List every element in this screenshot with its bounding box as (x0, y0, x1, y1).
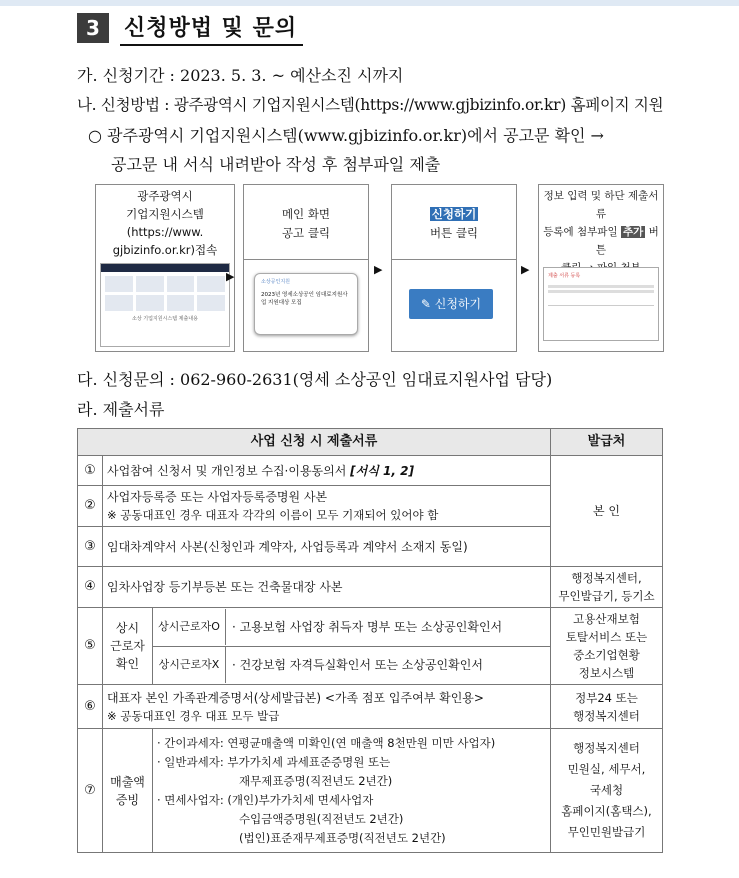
step1-line4: gjbizinfo.or.kr)접속 (112, 243, 218, 257)
issuer-line: 토탈서비스 또는 (565, 630, 648, 644)
worker-no-label: 상시근로자X (153, 647, 226, 683)
row-text: 사업참여 신청서 및 개인정보 수집·이용동의서 (107, 463, 347, 478)
row-label: 증빙 (115, 792, 140, 807)
thumb2-title: 2023년 영세소상공인 임대료지원사업 지원대상 모집 (261, 292, 348, 306)
table-row (78, 685, 663, 729)
table-row (78, 729, 663, 853)
row-label: 근로자 (110, 639, 145, 653)
worker-no-text: · 건강보험 자격득실확인서 또는 소상공인확인서 (232, 658, 483, 673)
step3-line2: 버튼 클릭 (429, 226, 479, 240)
apply-method: 나. 신청방법 : 광주광역시 기업지원시스템(https://www.gjbizinfo.or.kr) 홈페이지 지원 (77, 96, 664, 114)
issuer-line: 중소기업현황 (573, 648, 640, 662)
form-ref: [서식 1, 2] (350, 463, 414, 478)
row-text: 사업자등록증 또는 사업자등록증명원 사본 (107, 490, 328, 504)
thumb1-footer: 소상 기업지원시스템 제출내용 (132, 316, 198, 322)
flow-step-1 (95, 184, 235, 352)
upload-form-screenshot (543, 267, 659, 341)
issuer-line: 국세청 (589, 783, 624, 797)
issuer-line: 행정복지센터 (573, 741, 640, 755)
step2-line2: 공고 클릭 (281, 226, 331, 240)
row-number: ⑦ (78, 729, 103, 853)
row-text: 임차사업장 등기부등본 또는 건축물대장 사본 (103, 567, 551, 608)
step2-line1: 메인 화면 (281, 207, 331, 221)
flow-step-3 (391, 184, 517, 352)
step1-line2: 기업지원시스템 (126, 207, 204, 221)
row-text: 임대차계약서 사본(신청인과 계약자, 사업등록과 계약서 소재지 동일) (103, 527, 551, 567)
thumb4-head: 제출 서류 등록 (548, 273, 581, 279)
issuer-line: 정보시스템 (578, 666, 635, 680)
section-number: 3 (77, 13, 109, 43)
issuer-line: 무인발급기, 등기소 (558, 589, 655, 603)
header-documents: 사업 신청 시 제출서류 (78, 429, 551, 456)
documents-heading: 라. 제출서류 (77, 400, 165, 419)
row-number: ③ (78, 527, 103, 567)
inquiry-line: 다. 신청문의 : 062-960-2631(영세 소상공인 임대료지원사업 담당) (77, 370, 553, 389)
row-number: ② (78, 486, 103, 527)
section-title: 신청방법 및 문의 (120, 11, 303, 46)
portal-screenshot (100, 263, 230, 347)
sales-line: 재무제표증명(직전년도 2년간) (239, 773, 393, 788)
sales-line: · 간이과세자: 연평균매출액 미확인(연 매출액 8천만원 미만 사업자) (157, 735, 496, 750)
sales-line: (법인)표준재무제표증명(직전년도 2년간) (239, 830, 446, 845)
issuer-line: 홈페이지(홈택스), (561, 804, 652, 818)
edit-icon: ✎ (420, 297, 431, 311)
issuer-line: 정부24 또는 (575, 690, 638, 705)
step4-line2: 등록에 첨부파일 (543, 226, 618, 238)
row-number: ⑥ (78, 685, 103, 729)
top-bar (0, 0, 739, 6)
sales-line: · 면세사업자: (개인)부가가치세 면세사업자 (157, 792, 374, 807)
issuer-line: 고용산재보험 (573, 612, 640, 626)
step4-line2b: 버튼 (595, 226, 659, 256)
step4-line1: 정보 입력 및 하단 제출서류 (543, 190, 659, 220)
row-label: 상시 (115, 621, 140, 635)
worker-yes-text: · 고용보험 사업장 취득자 명부 또는 소상공인확인서 (232, 619, 503, 634)
table-row (78, 456, 663, 486)
notice-card (254, 273, 358, 335)
issuer-line: 행정복지센터, (571, 571, 642, 585)
flow-arrow-2: ▶ (374, 263, 383, 276)
issuer-line: 무인민원발급기 (567, 825, 646, 839)
bullet-line-1: ○ 광주광역시 기업지원시스템(www.gjbizinfo.or.kr)에서 공고문 확인 → (88, 126, 604, 145)
header-issuer: 발급처 (551, 429, 663, 456)
thumb2-badge: 소상공인지원 (261, 279, 290, 285)
documents-table (77, 428, 663, 853)
step1-line3: (https://www. (126, 225, 204, 239)
table-row (78, 567, 663, 608)
row-note: ※ 공동대표인 경우 대표자 각각의 이름이 모두 기재되어 있어야 함 (107, 508, 439, 522)
sales-line: · 일반과세자: 부가가치세 과세표준증명원 또는 (157, 754, 391, 769)
issuer-self: 본 인 (551, 456, 663, 567)
worker-yes-label: 상시근로자O (153, 609, 226, 645)
step1-line1: 광주광역시 (137, 189, 193, 203)
issuer-line: 행정복지센터 (573, 708, 640, 723)
row-note: ※ 공동대표인 경우 대표 모두 발급 (107, 708, 280, 723)
row-number: ⑤ (78, 608, 103, 685)
flow-arrow-1: ▶ (226, 270, 235, 283)
table-row (78, 608, 663, 647)
apply-button[interactable] (409, 289, 493, 319)
row-label: 매출액 (110, 774, 145, 789)
bullet-line-2: 공고문 내 서식 내려받아 작성 후 첨부파일 제출 (111, 155, 441, 174)
issuer-line: 민원실, 세무서, (567, 762, 646, 776)
flow-step-2 (243, 184, 369, 352)
step3-highlight: 신청하기 (431, 207, 477, 221)
row-number: ① (78, 456, 103, 486)
flow-arrow-3: ▶ (521, 263, 530, 276)
row-label: 확인 (115, 657, 140, 671)
apply-period: 가. 신청기간 : 2023. 5. 3. ~ 예산소진 시까지 (77, 66, 404, 85)
table-header (78, 429, 663, 456)
flow-step-4 (538, 184, 664, 352)
sales-line: 수입금액증명원(직전년도 2년간) (239, 811, 404, 826)
apply-button-label: 신청하기 (434, 297, 482, 311)
row-number: ④ (78, 567, 103, 608)
row-text: 대표자 본인 가족관계증명서(상세발급본) <가족 점포 입주여부 확인용> (107, 690, 484, 705)
add-file-badge: 추가 (622, 226, 644, 238)
